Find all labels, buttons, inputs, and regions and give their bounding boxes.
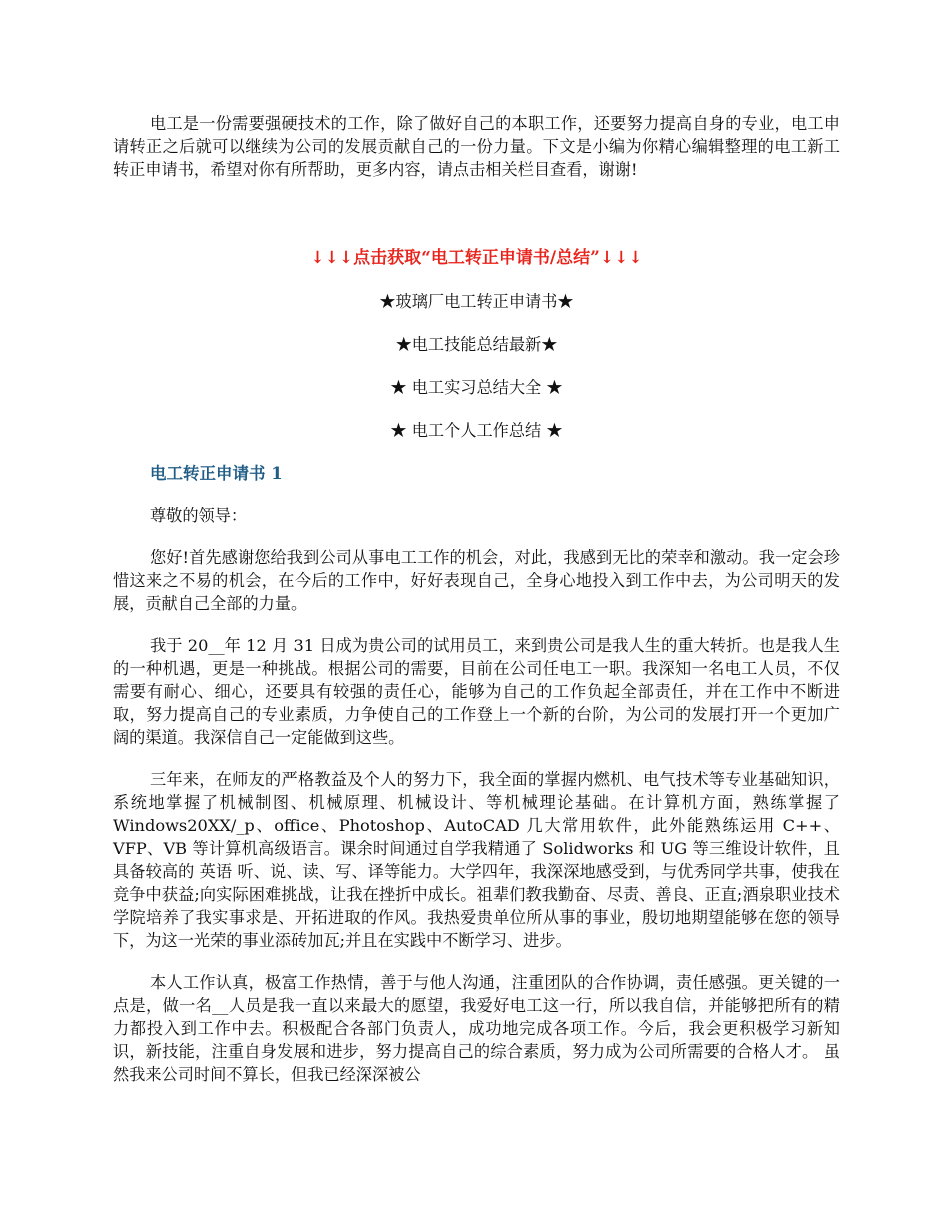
body-paragraph-4: 本人工作认真，极富工作热情，善于与他人沟通，注重团队的合作协调，责任感强。更关键的一点是，做一名__人员是我一直以来最大的愿望，我爱好电工这一行，所以我自信，并能够把所有的精力都投入到工作中去。积极配合各部门负责人，成功地完成各项工作。今后，我会更积极学习新知识，新技能，注重自身发展和进步，努力提高自己的综合素质，努力成为公司所需要的合格人才。 虽然我来公司时间不算长，但我已经深深被公 [113, 973, 840, 1084]
document-page [113, 112, 840, 1105]
salutation: 尊敬的领导： [150, 506, 248, 525]
body-paragraph-2: 我于 20__年 12 月 31 日成为贵公司的试用员工，来到贵公司是我人生的重大转折。也是我人生的一种机遇，更是一种挑战。根据公司的需要，目前在公司任电工一职。我深知一名电工人员，不仅需要有耐心、细心，还要具有较强的责任心，能够为自己的工作负起全部责任，并在工作中不断进取，努力提高自己的专业素质，力争使自己的工作登上一个新的台阶，为公司的发展打开一个更加广阔的渠道。我深信自己一定能做到这些。 [113, 636, 840, 747]
related-link-2[interactable]: ★电工技能总结最新★ [395, 335, 558, 354]
related-link-4[interactable]: ★ 电工个人工作总结 ★ [390, 421, 563, 440]
body-paragraph-3: 三年来，在师友的严格教益及个人的努力下，我全面的掌握内燃机、电气技术等专业基础知识，系统地掌握了机械制图、机械原理、机械设计、等机械理论基础。在计算机方面，熟练掌握了 Windows20XX/_p、office、Photoshop、AutoCAD 几大常用软件，此外能熟练运用 C++、VFP、VB 等计算机高级语言。课余时间通过自学我精通了 Solidworks 和 UG 等三维设计软件，且具备较高的 英语 听、说、读、写、译等能力。大学四年，我深深地感受到，与优秀同学共事，使我在竞争中获益;向实际困难挑战，让我在挫折中成长。祖辈们教我勤奋、尽责、善良、正直;酒泉职业技术学院培养了我实事求是、开拓进取的作风。我热爱贵单位所从事的事业，殷切地期望能够在您的领导下，为这一光荣的事业添砖加瓦;并且在实践中不断学习、进步。 [113, 770, 840, 950]
related-link-3[interactable]: ★ 电工实习总结大全 ★ [390, 378, 563, 397]
body-paragraph-1: 您好!首先感谢您给我到公司从事电工工作的机会，对此，我感到无比的荣幸和激动。我一定会珍惜这来之不易的机会，在今后的工作中，好好表现自己，全身心地投入到工作中去，为公司明天的发展，贡献自己全部的力量。 [113, 548, 840, 613]
download-banner-link[interactable]: ↓↓↓点击获取“电工转正申请书/总结”↓↓↓ [310, 248, 643, 268]
section-title: 电工转正申请书 1 [150, 464, 283, 483]
related-link-1[interactable]: ★玻璃厂电工转正申请书★ [379, 292, 574, 311]
intro-paragraph: 电工是一份需要强硬技术的工作，除了做好自己的本职工作，还要努力提高自身的专业，电工申请转正之后就可以继续为公司的发展贡献自己的一份力量。下文是小编为你精心编辑整理的电工新工转正申请书，希望对你有所帮助，更多内容，请点击相关栏目查看，谢谢! [113, 114, 840, 179]
